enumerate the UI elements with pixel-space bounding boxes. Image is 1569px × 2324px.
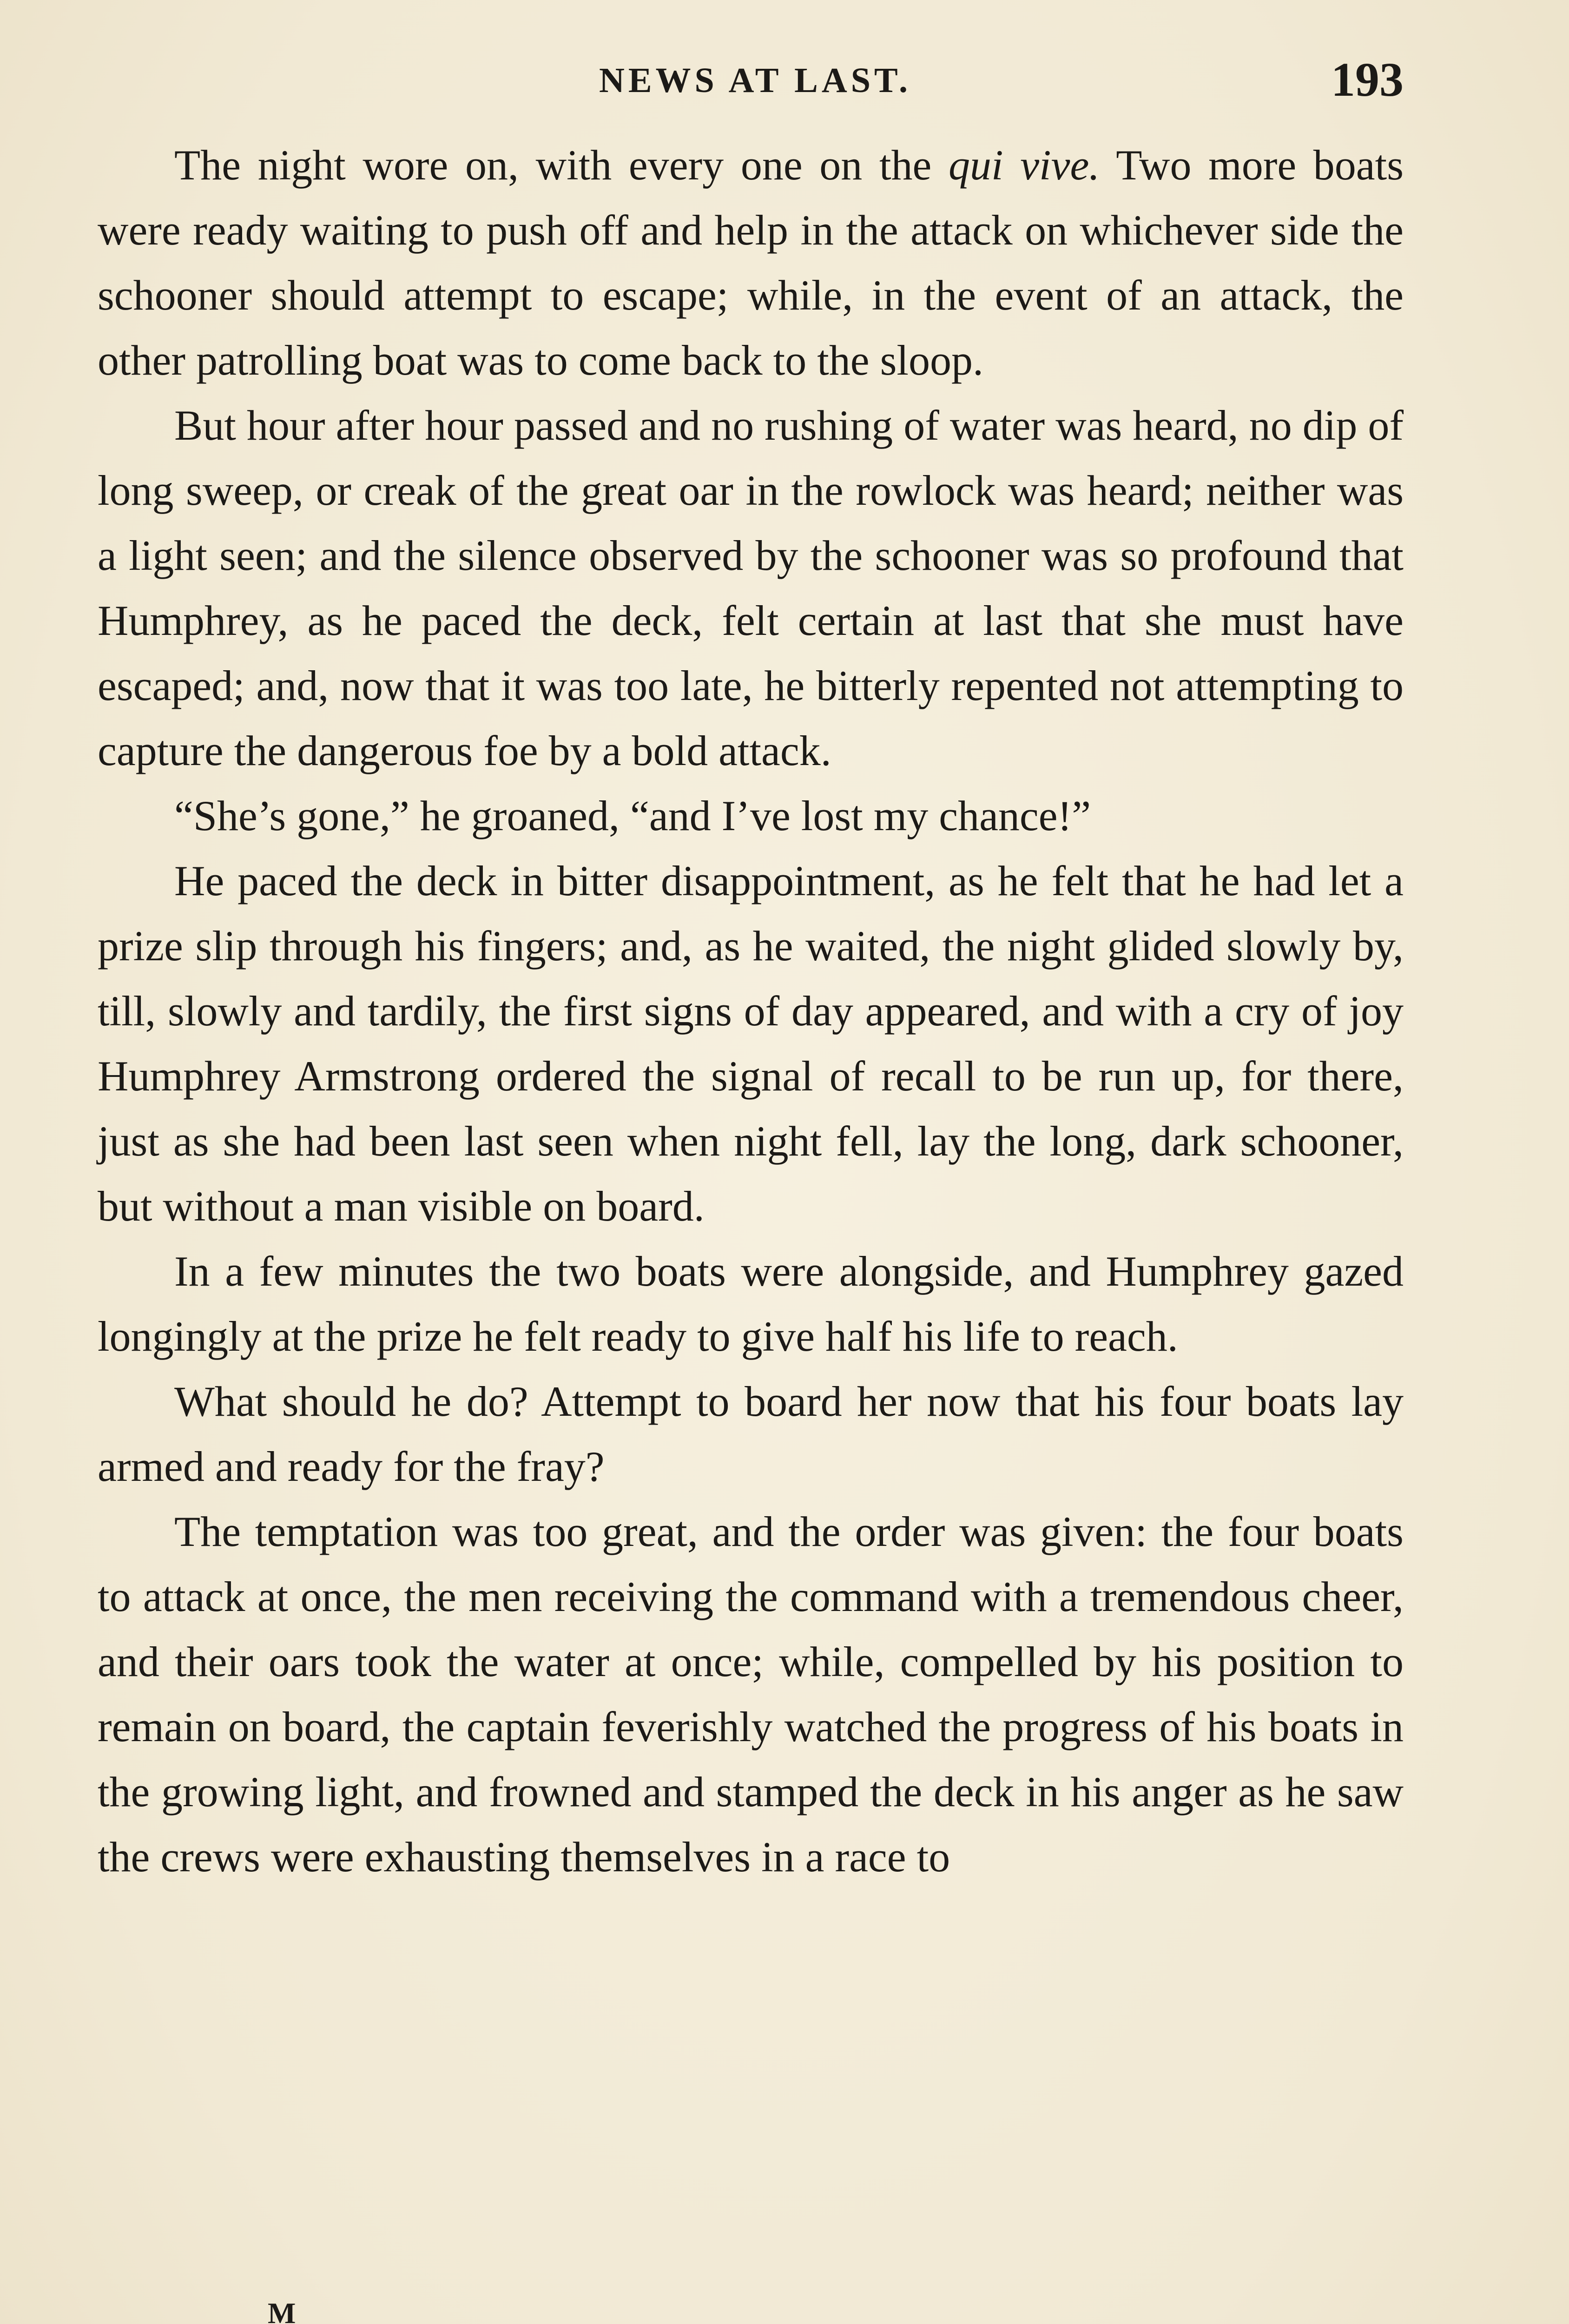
signature-mark: M [268, 2297, 296, 2324]
paragraph-6: What should he do? Attempt to board her now that his four boats lay armed and ready for the fray? [98, 1378, 1404, 1490]
paragraph-2: But hour after hour passed and no rushing of water was heard, no dip of long sweep, or creak of the great oar in the rowlock was heard; neither was a light seen; and the silence observed by the schooner was so profound that Humphrey, as he paced the deck, felt certain at last that she must have escaped; and, now that it was too late, he bitterly repented not attempting to capture the dangerous foe by a bold attack. [98, 402, 1404, 774]
paragraph-1-rest: Two more boats were ready waiting to push off and help in the attack on whichever side the schooner should attempt to escape; while, in the event of an attack, the other patrolling boat was to come back to the sloop. [98, 141, 1404, 384]
paragraph-1-start: The night wore on, with every one on the [174, 141, 949, 189]
body-text [98, 132, 1404, 1889]
paragraph-1-italic: qui vive. [949, 141, 1100, 189]
running-head [107, 51, 1404, 107]
paragraph-3: “She’s gone,” he groaned, “and I’ve lost my chance!” [174, 792, 1091, 839]
paragraph-4: He paced the deck in bitter disappointment, as he felt that he had let a prize slip through his fingers; and, as he waited, the night glided slowly by, till, slowly and tardily, the first signs of day appeared, and with a cry of joy Humphrey Armstrong ordered the signal of recall to be run up, for there, just as she had been last seen when night fell, lay the long, dark schooner, but without a man visible on board. [98, 857, 1404, 1230]
page-number: 193 [1331, 53, 1404, 106]
paragraph-5: In a few minutes the two boats were alongside, and Humphrey gazed longingly at the prize he felt ready to give half his life to reach. [98, 1248, 1404, 1360]
running-title: NEWS AT LAST. [599, 61, 912, 100]
paragraph-7: The temptation was too great, and the order was given: the four boats to attack at once, the men receiving the command with a tremendous cheer, and their oars took the water at once; while, compelled by his position to remain on board, the captain feverishly watched the progress of his boats in the growing light, and frowned and stamped the deck in his anger as he saw the crews were exhausting themselves in a race to [98, 1508, 1404, 1881]
paragraph-1 [98, 132, 1404, 393]
